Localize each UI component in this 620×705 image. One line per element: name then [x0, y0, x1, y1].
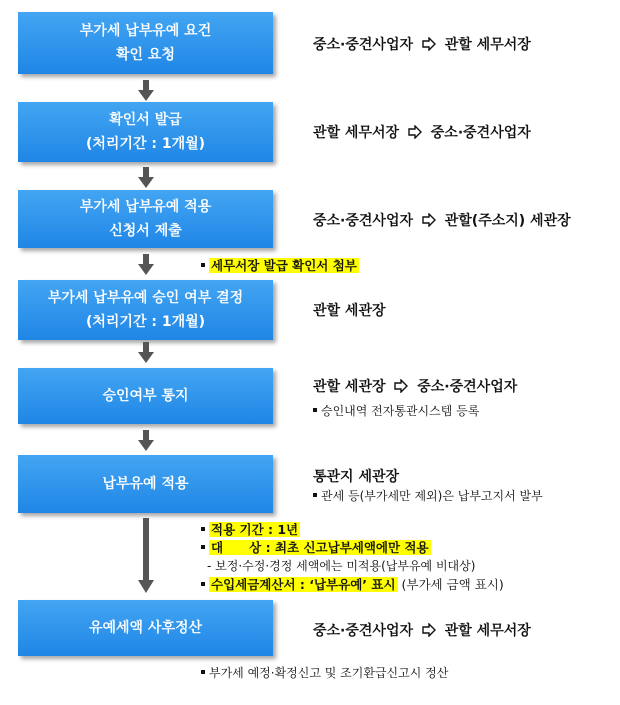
bullet-icon [201, 670, 205, 674]
step-5-desc [313, 376, 517, 396]
step-2-line1: 확인서 발급 [109, 112, 182, 128]
step-7-to: 관할 세무서장 [444, 623, 531, 639]
note-target-sub-text: - 보정·수정·경정 세액에는 미적용(납부유예 비대상) [207, 559, 476, 573]
bullet-icon [201, 263, 205, 267]
note-target-text: 대 상 : 최초 신고납부세액에만 적용 [211, 540, 429, 555]
step-2-to: 중소·중견사업자 [430, 125, 531, 141]
step-1-box [18, 12, 273, 74]
step-5-from: 관할 세관장 [313, 379, 386, 395]
step-6-line1: 납부유예 적용 [102, 476, 189, 492]
step-4-line2: (처리기간 : 1개월) [85, 314, 206, 330]
right-arrow-icon [408, 125, 422, 139]
note-invoice [201, 575, 504, 593]
note-target [201, 538, 431, 556]
step-4-desc [313, 300, 386, 320]
note-invoice-plain: (부가세 금액 표시) [397, 577, 504, 592]
step-3-line1: 부가세 납부유예 적용 [79, 199, 212, 215]
step-7-line1: 유예세액 사후정산 [88, 620, 203, 636]
note-period [201, 520, 300, 538]
down-arrow-icon [136, 80, 156, 102]
step-3-desc [313, 210, 571, 230]
step-4-text: 관할 세관장 [313, 303, 386, 319]
step-4-box [18, 280, 273, 340]
step-7-desc [313, 620, 531, 640]
bullet-icon [313, 408, 317, 412]
bullet-icon [313, 493, 317, 497]
down-arrow-icon [136, 342, 156, 364]
bullet-icon [201, 545, 205, 549]
right-arrow-icon [422, 37, 436, 51]
step-5-to: 중소·중견사업자 [417, 379, 518, 395]
step-6-sub-text: 관세 등(부가세만 제외)은 납부고지서 발부 [321, 489, 543, 503]
note-final [201, 664, 448, 681]
step-1-to: 관할 세무서장 [444, 37, 531, 53]
right-arrow-icon [422, 213, 436, 227]
step-3-from: 중소·중견사업자 [313, 213, 413, 229]
step-7-box [18, 600, 273, 656]
step-2-desc [313, 122, 531, 142]
step-2-line2: (처리기간 : 1개월) [85, 136, 206, 152]
step-2-box [18, 102, 273, 162]
step-1-line1: 부가세 납부유예 요건 [79, 23, 212, 39]
step-3-to: 관할(주소지) 세관장 [444, 213, 571, 229]
note-final-text: 부가세 예정·확정신고 및 조기환급신고시 정산 [209, 666, 449, 680]
step-6-sub [313, 487, 543, 504]
bullet-icon [201, 582, 205, 586]
step-5-sub [313, 402, 479, 419]
step-5-line1: 승인여부 통지 [102, 388, 189, 404]
step-5-sub-text: 승인내역 전자통관시스템 등록 [321, 404, 480, 418]
step-3-line2: 신청서 제출 [109, 223, 182, 239]
step-1-desc [313, 34, 531, 54]
step-1-from: 중소·중견사업자 [313, 37, 413, 53]
right-arrow-icon [422, 623, 436, 637]
note-invoice-highlight: 수입세금계산서 : ‘납부유예’ 표시 [211, 577, 396, 592]
step-3-box [18, 190, 273, 248]
step-1-line2: 확인 요청 [116, 47, 175, 63]
step-7-from: 중소·중견사업자 [313, 623, 413, 639]
step-4-line1: 부가세 납부유예 승인 여부 결정 [47, 290, 244, 306]
bullet-icon [201, 527, 205, 531]
down-arrow-icon [136, 254, 156, 276]
step-2-from: 관할 세무서장 [313, 125, 400, 141]
right-arrow-icon [394, 379, 408, 393]
note-period-text: 적용 기간 : 1년 [211, 522, 299, 537]
step-6-desc [313, 466, 399, 486]
long-down-arrow-icon [136, 518, 156, 594]
note-attach-text: 세무서장 발급 확인서 첨부 [211, 258, 357, 273]
step-6-text: 통관지 세관장 [313, 469, 400, 485]
down-arrow-icon [136, 167, 156, 189]
step-5-box [18, 368, 273, 424]
note-target-sub [207, 557, 475, 574]
note-attach [201, 256, 359, 274]
step-6-box [18, 455, 273, 513]
down-arrow-icon [136, 430, 156, 452]
